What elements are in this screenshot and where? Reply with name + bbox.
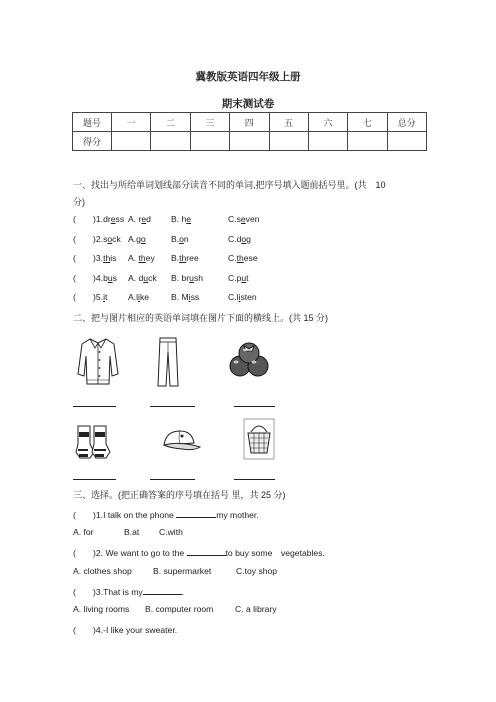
phonics-item-word	[73, 233, 128, 245]
score-header-cell: 总分	[387, 113, 426, 132]
word-part: ck	[112, 234, 121, 244]
answer-line[interactable]	[234, 406, 275, 407]
underlined-part: u	[143, 273, 149, 283]
option-a[interactable]: A. clothes shop	[73, 566, 132, 576]
word-part: n	[183, 234, 189, 244]
score-input-cell[interactable]	[269, 132, 308, 151]
document-subtitle: 期末测试卷	[221, 98, 275, 110]
phonics-item	[73, 252, 258, 264]
word-part: ck	[148, 273, 157, 283]
section3-heading: 三、选择。(把正确答案的序号填在括号 里，共 25 分)	[73, 490, 286, 500]
word-part: s	[112, 273, 117, 283]
word-part: g	[246, 234, 251, 244]
answer-line[interactable]	[73, 479, 116, 480]
question-2-options	[73, 566, 277, 576]
question-4: ( )4.-I like your sweater.	[73, 625, 178, 635]
option-a[interactable]	[128, 273, 171, 283]
trousers-picture	[155, 336, 181, 388]
question-2-blank[interactable]	[187, 546, 226, 556]
word-part: ese	[243, 253, 258, 263]
question-2-suffix: to buy some vegetables.	[225, 548, 325, 558]
question-1-options	[73, 527, 183, 537]
phonics-item	[73, 272, 249, 284]
word-part: B.	[171, 234, 180, 244]
underlined-part: th	[138, 253, 146, 263]
answer-line[interactable]	[73, 406, 116, 407]
question-3-options	[73, 604, 277, 614]
score-header-cell: 二	[151, 113, 190, 132]
option-a[interactable]	[128, 214, 171, 224]
question-3-suffix: .	[181, 587, 185, 597]
underlined-part: o	[140, 234, 146, 244]
option-c[interactable]: C. a library	[235, 604, 277, 614]
score-input-cell[interactable]	[151, 132, 190, 151]
option-c[interactable]	[228, 214, 260, 224]
item-bracket[interactable]: ( )4.	[73, 273, 104, 283]
question-3-prefix: ( )3.That is my	[73, 587, 143, 597]
option-c[interactable]	[228, 234, 251, 244]
option-c[interactable]: C.toy shop	[236, 566, 278, 576]
phonics-item-word	[73, 291, 128, 303]
question-3	[73, 585, 184, 598]
word-part: ven	[245, 214, 260, 224]
option-a[interactable]: A. for	[73, 527, 94, 537]
score-header-cell: 五	[269, 113, 308, 132]
word-part: ree	[186, 253, 199, 263]
option-c[interactable]	[228, 273, 249, 283]
underlined-part: o	[107, 234, 113, 244]
option-a[interactable]: A. living rooms	[73, 604, 130, 614]
option-b[interactable]: B. computer room	[145, 604, 214, 614]
socks-picture	[74, 424, 114, 460]
underlined-part: th	[236, 253, 244, 263]
option-b[interactable]	[171, 253, 228, 263]
underlined-part: e	[141, 214, 147, 224]
score-input-cell[interactable]	[308, 132, 347, 151]
phonics-item-word	[73, 272, 128, 284]
option-b[interactable]	[171, 292, 228, 302]
word-part: s	[103, 234, 108, 244]
question-1-suffix: my mother.	[216, 510, 259, 520]
option-a[interactable]	[128, 292, 171, 302]
option-a[interactable]	[128, 234, 171, 244]
underlined-part: u	[241, 273, 247, 283]
option-c[interactable]: C.with	[159, 527, 183, 537]
word-part: A. r	[128, 214, 142, 224]
word-part: C.d	[228, 234, 242, 244]
underlined-part: u	[107, 273, 113, 283]
underlined-part: i	[188, 292, 191, 302]
word-part: sten	[240, 292, 257, 302]
score-table	[72, 112, 427, 151]
word-part: A. d	[128, 273, 144, 283]
phonics-item	[73, 233, 251, 245]
underlined-part: e	[240, 214, 246, 224]
option-b[interactable]	[171, 214, 228, 224]
underlined-part: i	[138, 292, 140, 302]
word-part: ss	[190, 292, 200, 302]
document-title: 冀教版英语四年级上册	[195, 71, 301, 83]
section1-heading-cont: 分)	[73, 197, 85, 207]
score-header-cell: 七	[348, 113, 387, 132]
cap-picture	[160, 427, 202, 453]
tomatoes-picture	[228, 340, 270, 378]
question-1-blank[interactable]	[176, 508, 216, 518]
word-part: ke	[139, 292, 150, 302]
word-part: B. br	[171, 273, 190, 283]
answer-line[interactable]	[150, 479, 195, 480]
underlined-part: o	[241, 234, 247, 244]
item-bracket[interactable]: ( )1.	[73, 214, 104, 224]
word-part: dr	[103, 214, 111, 224]
word-part: A.g	[128, 234, 141, 244]
phonics-item-word	[73, 252, 128, 264]
word-part: d	[146, 214, 151, 224]
item-bracket[interactable]: ( )3.	[73, 253, 104, 263]
score-header-cell: 三	[190, 113, 229, 132]
section1-heading: 一、找出与所给单词划线部分读音不同的单词,把序号填入题前括号里。(共 10	[73, 180, 386, 190]
underlined-part: th	[179, 253, 187, 263]
option-c[interactable]	[228, 292, 257, 302]
word-part: ss	[115, 214, 125, 224]
score-row-label: 得分	[73, 132, 112, 151]
question-2-prefix: ( )2. We want to go to the	[73, 548, 187, 558]
option-b[interactable]	[171, 273, 228, 283]
option-b[interactable]	[171, 234, 228, 244]
word-part: B. h	[171, 214, 187, 224]
word-part: A.l	[128, 292, 139, 302]
word-part: C.s	[228, 214, 241, 224]
item-bracket[interactable]: ( )2.	[73, 234, 104, 244]
option-b[interactable]: B.at	[124, 527, 140, 537]
score-input-cell[interactable]	[230, 132, 269, 151]
question-1	[73, 508, 259, 521]
question-1-prefix: ( )1.I talk on the phone	[73, 510, 177, 520]
section2-heading: 二、把与图片相应的英语单词填在图片下面的横线上。(共 15 分)	[73, 313, 329, 323]
phonics-item	[73, 291, 257, 303]
answer-line[interactable]	[234, 479, 275, 480]
phonics-item	[73, 213, 260, 225]
score-input-cell[interactable]	[387, 132, 426, 151]
score-input-cell[interactable]	[112, 132, 151, 151]
underlined-part: th	[103, 253, 111, 263]
basket-picture	[243, 418, 275, 460]
underlined-part: i	[103, 292, 106, 302]
score-header-cell: 六	[308, 113, 347, 132]
phonics-item-word	[73, 213, 128, 225]
score-header-cell: 题号	[73, 113, 112, 132]
answer-line[interactable]	[150, 406, 195, 407]
word-part: A.	[128, 253, 139, 263]
word-part: C.p	[228, 273, 242, 283]
word-part: B.	[171, 253, 180, 263]
score-table-score-row	[73, 132, 427, 151]
option-b[interactable]: B. supermarket	[153, 566, 212, 576]
score-header-cell: 一	[112, 113, 151, 132]
word-part: is	[110, 253, 117, 263]
option-a[interactable]	[128, 253, 171, 263]
underlined-part: i	[238, 292, 241, 302]
question-2	[73, 546, 325, 559]
word-part: sh	[193, 273, 204, 283]
underlined-part: e	[186, 214, 192, 224]
score-input-cell[interactable]	[348, 132, 387, 151]
underlined-part: e	[110, 214, 116, 224]
word-part: b	[103, 273, 108, 283]
word-part: ey	[145, 253, 155, 263]
word-part: t	[246, 273, 249, 283]
word-part: C.	[228, 253, 237, 263]
underlined-part: u	[189, 273, 194, 283]
item-bracket[interactable]: ( )5.	[73, 292, 104, 302]
score-header-cell: 四	[230, 113, 269, 132]
question-3-blank[interactable]	[143, 585, 185, 597]
option-c[interactable]	[228, 253, 258, 263]
word-part: t	[105, 292, 108, 302]
underlined-part: o	[179, 234, 184, 244]
score-table-header-row	[73, 113, 427, 132]
jacket-picture	[76, 336, 120, 386]
score-input-cell[interactable]	[190, 132, 229, 151]
word-part: C.l	[228, 292, 239, 302]
word-part: B. M	[171, 292, 189, 302]
